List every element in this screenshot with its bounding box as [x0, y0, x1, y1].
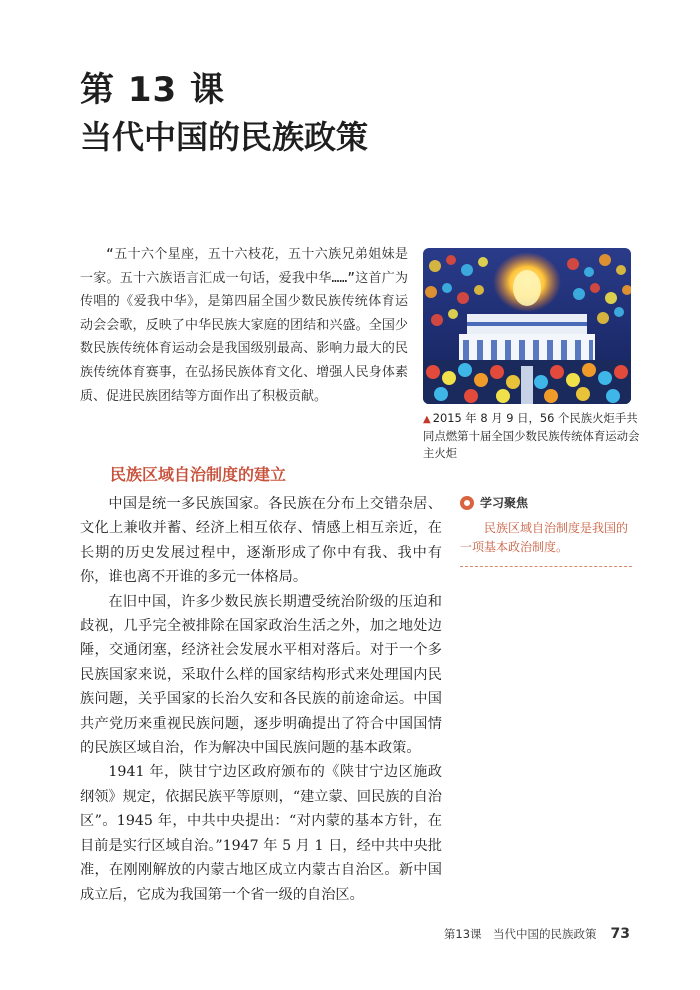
section-heading: 民族区域自治制度的建立	[110, 465, 287, 484]
lesson-number: 第 13 课	[80, 70, 225, 110]
body-paragraph: 中国是统一多民族国家。各民族在分布上交错杂居、文化上兼收并蓄、经济上相互依存、情感上相互亲近，在长期的历史发展过程中，逐渐形成了你中有我、我中有你，谁也离不开谁的多元一体格局。	[80, 496, 442, 586]
photo-caption-text: 2015 年 8 月 9 日，56 个民族火炬手共同点燃第十届全国少数民族传统体育运动会主火炬	[423, 411, 640, 460]
torch-ceremony-photo	[423, 248, 631, 404]
body-paragraph: 1941 年，陕甘宁边区政府颁布的《陕甘宁边区施政纲领》规定，依据民族平等原则，“建立蒙、回民族的自治区”。1945 年，中共中央提出：“对内蒙的基本方针，在目前是实行区域自治。”1947 年 5 月 1 日，经中共中央批准，在刚刚解放的内蒙古地区成立内蒙古自治区。新中国成立后，它成为我国第一个省一级的自治区。	[80, 764, 442, 903]
main-body-text	[80, 492, 442, 907]
lesson-title: 当代中国的民族政策	[80, 118, 369, 156]
study-focus-title: 学习聚焦	[480, 496, 529, 510]
photo-caption	[423, 410, 643, 462]
caption-triangle-icon: ▲	[423, 414, 431, 425]
body-paragraph: 在旧中国，许多少数民族长期遭受统治阶级的压迫和歧视，几乎完全被排除在国家政治生活之外，加之地处边陲，交通闭塞，经济社会发展水平相对落后。对于一个多民族国家来说，采取什么样的国家结构形式来处理国内民族问题，关乎国家的长治久安和各民族的前途命运。中国共产党历来重视民族问题，逐步明确提出了符合中国国情的民族区域自治，作为解决中国民族问题的基本政策。	[80, 593, 442, 757]
torch-ceremony-image	[423, 248, 631, 404]
page-number: 73	[610, 926, 630, 942]
study-focus-header	[460, 494, 632, 511]
study-focus-box	[460, 494, 632, 567]
study-focus-text: 民族区域自治制度是我国的一项基本政治制度。	[460, 521, 629, 554]
focus-target-icon	[460, 496, 474, 510]
intro-paragraph: “五十六个星座，五十六枝花，五十六族兄弟姐妹是一家。五十六族语言汇成一句话，爱我中华……”这首广为传唱的《爱我中华》，是第四届全国少数民族传统体育运动会会歌，反映了中华民族大家庭的团结和兴盛。全国少数民族传统体育运动会是我国级别最高、影响力最大的民族传统体育赛事，在弘扬民族体育文化、增强人民身体素质、促进民族团结等方面作出了积极贡献。	[80, 247, 408, 404]
running-title: 第13课 当代中国的民族政策	[443, 927, 597, 941]
page-footer	[444, 926, 630, 942]
